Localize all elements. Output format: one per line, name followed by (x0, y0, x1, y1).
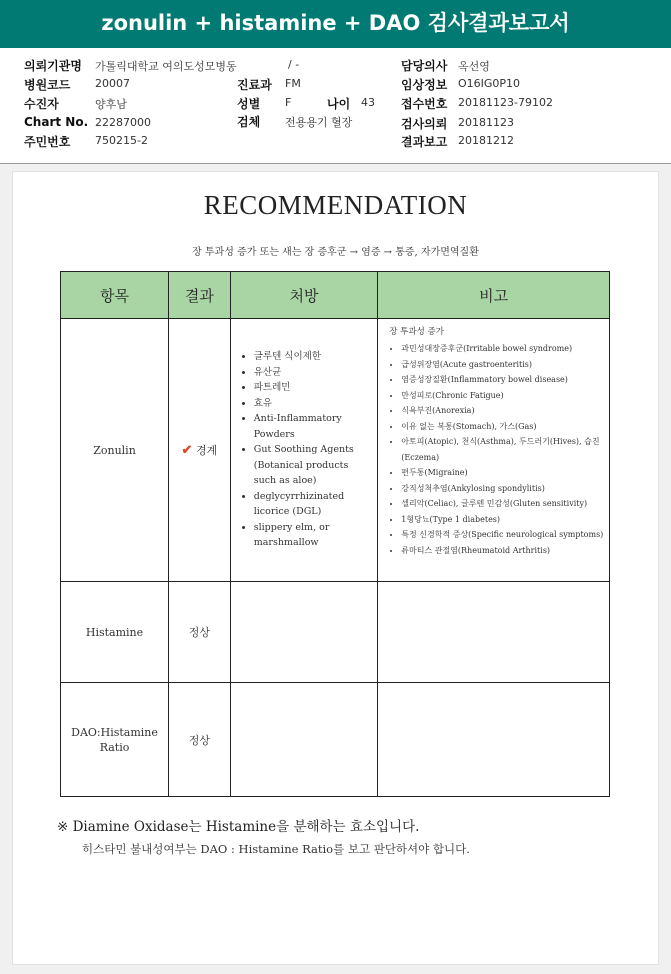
footnote-dao: ※ Diamine Oxidase는 Histamine을 분해하는 효소입니다. (57, 819, 420, 835)
receipt-label: 접수번호 (401, 97, 448, 111)
dao-notes-cell (378, 683, 610, 797)
request-label: 검사의뢰 (401, 117, 448, 131)
histamine-item: Histamine (61, 582, 169, 683)
dao-item: DAO:Histamine Ratio (61, 683, 169, 797)
prescription-item: • 유산균 (254, 365, 373, 381)
prescription-item: • Gut Soothing Agents (Botanical products such as aloe) (254, 442, 373, 489)
note-item: • 셀리악(Celiac), 글루텐 민감성(Gluten sensitivity) (401, 496, 604, 512)
report-date-label: 결과보고 (401, 135, 448, 149)
header-prescription: 처방 (230, 272, 378, 319)
clinical-label: 임상정보 (401, 78, 448, 92)
note-item: • 강직성척추염(Ankylosing spondylitis) (401, 481, 604, 497)
recipient-label: 수진자 (24, 97, 59, 111)
note-item: • 염증성장질환(Inflammatory bowel disease) (401, 372, 604, 388)
histamine-result: 정상 (169, 582, 231, 683)
ward-value: / - (288, 58, 300, 71)
zonulin-result-cell (169, 319, 231, 582)
sex-label: 성별 (237, 97, 261, 111)
header-result: 결과 (169, 272, 231, 319)
prescription-item: • 파트레민 (254, 380, 373, 396)
prescription-item: • 효유 (254, 396, 373, 412)
recommendation-table (60, 271, 610, 797)
check-icon: ✔ (181, 443, 193, 458)
dept-label: 진료과 (237, 78, 272, 92)
table-row-dao (61, 683, 610, 797)
code-label: 병원코드 (24, 78, 71, 92)
dept-value: FM (285, 77, 301, 90)
zonulin-result: 경계 (195, 444, 218, 457)
note-item: • 식욕부진(Anorexia) (401, 403, 604, 419)
histamine-prescription-cell (230, 582, 378, 683)
institution-value: 가톨릭대학교 여의도성모병동 (95, 60, 237, 73)
prescription-item: • slippery elm, or marshmallow (254, 520, 373, 551)
note-item: • 만성피로(Chronic Fatigue) (401, 388, 604, 404)
prescription-item: • 글루텐 식이제한 (254, 349, 373, 365)
age-value: 43 (361, 96, 375, 109)
recommendation-title: RECOMMENDATION (203, 190, 468, 220)
sex-value: F (285, 96, 292, 109)
header-notes: 비고 (378, 272, 610, 319)
notes-title: 장 투과성 증가 (389, 327, 444, 337)
institution-label: 의뢰기관명 (24, 59, 82, 73)
chart-value: 22287000 (95, 116, 151, 129)
patient-info (0, 51, 671, 164)
request-value: 20181123 (458, 116, 514, 129)
zonulin-item: Zonulin (61, 319, 169, 582)
footnote-ratio: 히스타민 불내성여부는 DAO : Histamine Ratio를 보고 판단하셔야 합니다. (82, 842, 470, 856)
zonulin-prescription-cell (230, 319, 378, 582)
note-item: • 아토피(Atopic), 천식(Asthma), 두드러기(Hives), 습진(Eczema) (401, 434, 604, 465)
specimen-label: 검체 (237, 115, 261, 129)
clinical-value: O16IG0P10 (458, 77, 521, 90)
specimen-value: 전용용기 혈장 (285, 116, 353, 129)
note-item: • 특정 신경학적 증상(Specific neurological symptoms) (401, 527, 604, 543)
prescription-item: • deglycyrrhizinated licorice (DGL) (254, 489, 373, 520)
doctor-value: 옥선영 (458, 60, 490, 73)
dao-result: 정상 (169, 683, 231, 797)
zonulin-notes-cell (378, 319, 610, 582)
note-item: • 류마티스 관절염(Rheumatoid Arthritis) (401, 543, 604, 559)
note-item: • 급성위장염(Acute gastroenteritis) (401, 357, 604, 373)
table-header-row (61, 272, 610, 319)
resident-label: 주민번호 (24, 135, 71, 149)
doctor-label: 담당의사 (401, 59, 448, 73)
recommendation-subtitle: 장 투과성 증가 또는 새는 장 증후군 → 염증 → 통증, 자가면역질환 (192, 247, 479, 258)
age-label: 나이 (327, 97, 351, 111)
note-item: • 이유 없는 복통(Stomach), 가스(Gas) (401, 419, 604, 435)
report-date-value: 20181212 (458, 134, 514, 147)
table-row-histamine (61, 582, 610, 683)
header-item: 항목 (61, 272, 169, 319)
recipient-value: 양후남 (95, 98, 127, 111)
code-value: 20007 (95, 77, 130, 90)
report-title: zonulin + histamine + DAO 검사결과보고서 (0, 0, 671, 48)
note-item: • 과민성대장증후군(Irritable bowel syndrome) (401, 341, 604, 357)
dao-prescription-cell (230, 683, 378, 797)
resident-value: 750215-2 (95, 134, 148, 147)
receipt-value: 20181123-79102 (458, 96, 553, 109)
note-item: • 1형당뇨(Type 1 diabetes) (401, 512, 604, 528)
note-item: • 편두통(Migraine) (401, 465, 604, 481)
table-row-zonulin (61, 319, 610, 582)
chart-label: Chart No. (24, 115, 89, 129)
histamine-notes-cell (378, 582, 610, 683)
prescription-item: • Anti-Inflammatory Powders (254, 411, 373, 442)
